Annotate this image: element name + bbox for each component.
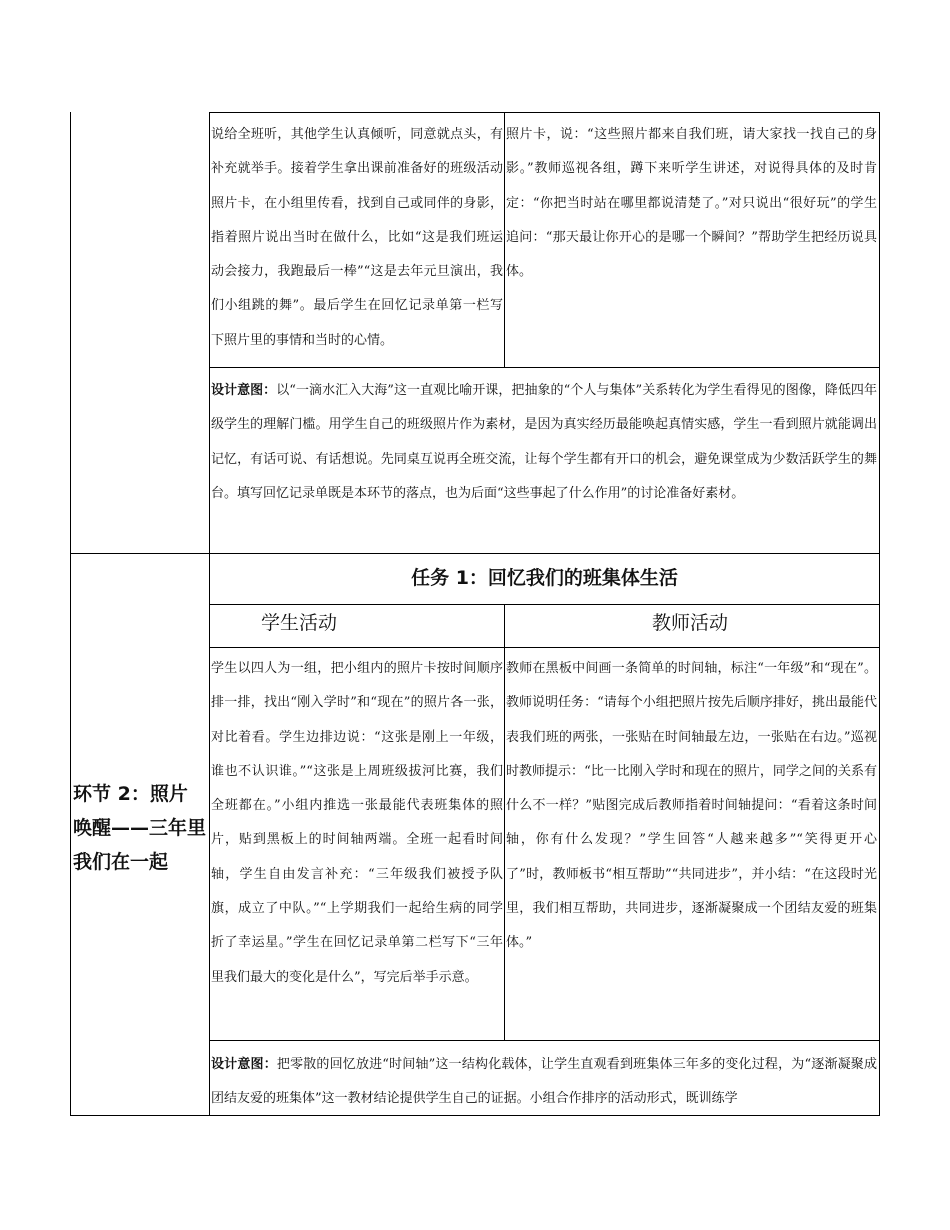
phase-divider xyxy=(70,553,880,554)
phase2-teacher-activity-text: 教师在黑板中间画一条简单的时间轴，标注“一年级”和“现在”。教师说明任务：“请每个小组把照片按先后顺序排好，挑出最能代表我们班的两张，一张贴在时间轴最左边，一张贴在右边。”巡视时教师提示：“比一比刚入学时和现在的照片，同学之间的关系有什么不一样？”贴图完成后教师指着时间轴提问：“看着这条时间轴，你有什么发现？”学生回答“人越来越多”“笑得更开心了”时，教师板书“相互帮助”“共同进步”，并小结：“在这段时光里，我们相互帮助，共同进步，逐渐凝聚成一个团结友爱的班集体。” xyxy=(506,661,877,951)
column-head-divider xyxy=(209,647,880,648)
phase2-design-intent xyxy=(211,1048,877,1114)
top-design-intent-paragraph xyxy=(211,374,877,511)
phase2-activity-divider xyxy=(209,1040,880,1041)
top-design-intent xyxy=(211,374,877,552)
design-intent-label: 设计意图： xyxy=(211,383,277,398)
phase-2-title: 环节 2：照片唤醒——三年里我们在一起 xyxy=(73,783,207,873)
table-left-border xyxy=(70,112,71,1116)
task-title-divider xyxy=(209,604,880,605)
phase2-design-intent-paragraph xyxy=(211,1048,877,1114)
design-intent-label: 设计意图： xyxy=(211,1057,277,1072)
phase2-student-activity xyxy=(211,652,503,1038)
teacher-activity-heading: 教师活动 xyxy=(651,612,728,634)
top-student-activity xyxy=(211,118,503,364)
top-student-activity-text: 说给全班听，其他学生认真倾听，同意就点头，有补充就举手。接着学生拿出课前准备好的班级活动照片卡，在小组里传看，找到自己或同伴的身影，指着照片说出当时在做什么，比如“这是我们班运动会接力，我跑最后一棒”“这是去年元旦演出，我们小组跳的舞”。最后学生在回忆记录单第一栏写下照片里的事情和当时的心情。 xyxy=(211,127,503,348)
student-activity-heading: 学生活动 xyxy=(260,612,337,634)
table-bottom-border xyxy=(70,1115,880,1116)
table-top-border xyxy=(209,112,880,113)
top-design-intent-text: 以“一滴水汇入大海”这一直观比喻开课，把抽象的“个人与集体”关系转化为学生看得见的图像，降低四年级学生的理解门槛。用学生自己的班级照片作为素材，是因为真实经历最能唤起真情实感，学生一看到照片就能调出记忆，有话可说、有话想说。先同桌互说再全班交流，让每个学生都有开口的机会，避免课堂成为少数活跃学生的舞台。填写回忆记录单既是本环节的落点，也为后面“这些事起了什么作用”的讨论准备好素材。 xyxy=(211,383,877,501)
phase2-design-intent-text: 把零散的回忆放进“时间轴”这一结构化载体，让学生直观看到班集体三年多的变化过程，为“逐渐凝聚成团结友爱的班集体”这一教材结论提供学生自己的证据。小组合作排序的活动形式，既训练学 xyxy=(211,1057,877,1107)
phase2-middle-border xyxy=(504,604,505,1040)
top-teacher-activity-text: 照片卡，说：“这些照片都来自我们班，请大家找一找自己的身影。”教师巡视各组，蹲下来听学生讲述，对说得具体的及时肯定：“你把当时站在哪里都说清楚了。”对只说出“很好玩”的学生追问：“那天最让你开心的是哪一个瞬间？”帮助学生把经历说具体。 xyxy=(506,127,877,280)
top-block-divider xyxy=(209,367,880,368)
phase2-teacher-activity xyxy=(506,652,877,1038)
task-1-title: 任务 1：回忆我们的班集体生活 xyxy=(411,567,678,589)
top-block-middle-border xyxy=(504,112,505,367)
table-right-border xyxy=(879,112,880,1116)
phase2-student-activity-text: 学生以四人为一组，把小组内的照片卡按时间顺序排一排，找出“刚入学时”和“现在”的照片各一张，对比着看。学生边排边说：“这张是刚上一年级，谁也不认识谁。”“这张是上周班级拔河比赛，我们全班都在。”小组内推选一张最能代表班集体的照片，贴到黑板上的时间轴两端。全班一起看时间轴，学生自由发言补充：“三年级我们被授予队旗，成立了中队。”“上学期我们一起给生病的同学折了幸运星。”学生在回忆记录单第二栏写下“三年里我们最大的变化是什么”，写完后举手示意。 xyxy=(211,661,503,985)
top-teacher-activity xyxy=(506,118,877,364)
